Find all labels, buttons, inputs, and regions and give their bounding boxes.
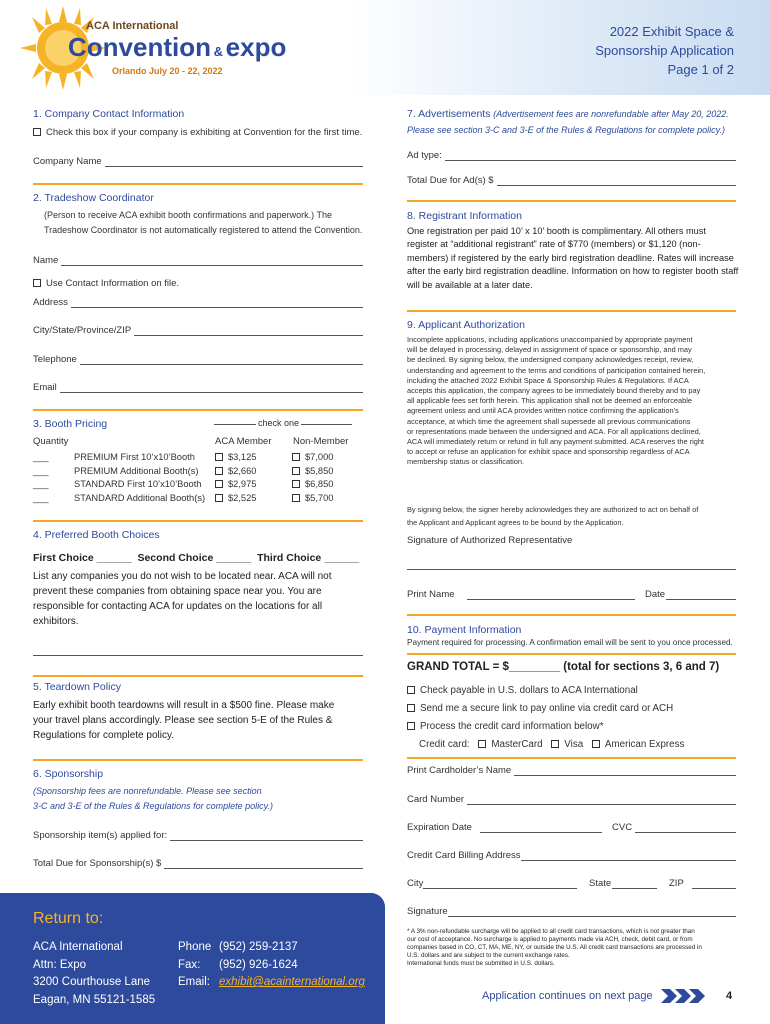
non-member-price: $7,000 xyxy=(305,452,334,462)
row-label: STANDARD Additional Booth(s) xyxy=(74,492,206,503)
ad-note-1: (Advertisement fees are nonrefundable after May 20, 2022. xyxy=(493,109,729,119)
fax-label: Fax: xyxy=(178,958,201,971)
section-6-title: 6. Sponsorship xyxy=(33,768,104,780)
authorization-paragraph xyxy=(407,335,742,468)
coordinator-note-line-2: Tradeshow Coordinator is not automatically registered to attend the Convention. xyxy=(44,225,363,235)
city-label: City/State/Province/ZIP xyxy=(33,325,132,336)
checkbox[interactable] xyxy=(215,467,223,475)
cvc-field[interactable] xyxy=(612,822,736,833)
checkbox[interactable] xyxy=(407,722,415,730)
teardown-paragraph xyxy=(33,698,373,743)
pay-credit-card[interactable] xyxy=(407,718,684,736)
payment-options xyxy=(407,682,684,754)
para-line: to accept or refuse an application for exhibit space and sponsorship regardless of ACA xyxy=(407,447,690,457)
logo-dates: Orlando July 20 - 22, 2022 xyxy=(112,66,223,76)
city-field[interactable] xyxy=(407,878,577,889)
return-address xyxy=(33,939,155,1009)
page-number: 4 xyxy=(726,990,733,1002)
address-line: 3200 Courthouse Lane xyxy=(33,976,151,988)
use-contact-label: Use Contact Information on file. xyxy=(46,278,180,289)
member-price: $2,975 xyxy=(228,479,257,489)
state-label: State xyxy=(589,878,612,889)
registrant-paragraph xyxy=(407,225,742,292)
divider xyxy=(407,653,736,655)
print-name-field[interactable] xyxy=(407,589,635,600)
logo-org: ACA International xyxy=(86,20,179,32)
footnote-line: our cost of acceptance. No surcharge is applied to payments made via ACH, check, debit card, or from xyxy=(407,935,693,943)
card-signature-field[interactable] xyxy=(407,906,736,917)
title-line-1: 2022 Exhibit Space & xyxy=(609,24,734,39)
para-line: be declined. By signing below, the undersigned company acknowledges receipt, review, xyxy=(407,355,694,365)
coordinator-name-field[interactable] xyxy=(33,255,363,266)
visa-option[interactable] xyxy=(551,739,583,750)
ad-total-label: Total Due for Ad(s) $ xyxy=(407,175,494,186)
card-number-field[interactable] xyxy=(407,794,736,805)
para-line: the Applicant and Applicant agrees to be bound by the Application. xyxy=(407,517,624,527)
para-line: exhibitors. xyxy=(33,616,79,627)
section-4-title: 4. Preferred Booth Choices xyxy=(33,529,160,541)
para-line: Early exhibit booth teardowns will result in a $500 fine. Please make xyxy=(33,700,335,711)
signature-line[interactable] xyxy=(407,569,736,570)
email-field[interactable] xyxy=(33,382,363,393)
email-label: Email xyxy=(33,382,57,393)
phone-row xyxy=(178,939,365,957)
pricing-row xyxy=(33,465,363,479)
coordinator-note-line-1: (Person to receive ACA exhibit booth confirmations and paperwork.) The xyxy=(44,210,332,220)
city-field[interactable] xyxy=(33,325,363,336)
member-price: $3,125 xyxy=(228,452,257,462)
non-member-option[interactable] xyxy=(292,465,333,479)
member-option[interactable] xyxy=(215,478,292,492)
option-label: Check payable in U.S. dollars to ACA International xyxy=(420,685,638,696)
para-line: membership status or classification. xyxy=(407,457,525,467)
para-line: members) if registered by the early bird registration deadline. Rates will increase xyxy=(407,252,734,263)
divider xyxy=(407,757,736,759)
para-line: all applicable fees set forth herein. This application shall not be deemed an enforceable xyxy=(407,396,692,406)
signature-label: Signature of Authorized Representative xyxy=(407,535,573,546)
cardholder-label: Print Cardholder’s Name xyxy=(407,765,512,776)
address-line: Attn: Expo xyxy=(33,958,87,971)
billing-label: Credit Card Billing Address xyxy=(407,850,521,861)
pricing-row xyxy=(33,478,363,492)
booth-choices[interactable]: First Choice ______ Second Choice ______ Third Choice ______ xyxy=(33,552,360,564)
para-line: accepts this application, the company agrees to be immediately bound thereby and to pay xyxy=(407,386,701,396)
payment-note: Payment required for processing. A confirmation email will be sent to you once processed. xyxy=(407,638,733,647)
member-price: $2,660 xyxy=(228,465,257,476)
non-member-option[interactable] xyxy=(292,478,333,492)
non-member-header: Non-Member xyxy=(293,436,349,447)
ad-type-field[interactable] xyxy=(407,150,736,161)
email-link[interactable]: exhibit@acainternational.org xyxy=(219,976,365,988)
date-label: Date xyxy=(645,589,666,600)
checkbox[interactable] xyxy=(215,480,223,488)
company-name-field[interactable] xyxy=(33,156,363,167)
footnote-line: International funds must be submitted in U.S. dollars. xyxy=(407,959,555,967)
checkbox[interactable] xyxy=(292,480,300,488)
logo-word-convention: Convention xyxy=(68,32,211,62)
divider xyxy=(33,759,363,761)
pay-online-link[interactable] xyxy=(407,700,684,718)
ad-total-field[interactable] xyxy=(407,175,736,186)
qty-blank[interactable]: ___ xyxy=(33,492,49,503)
section-2-title: 2. Tradeshow Coordinator xyxy=(33,192,154,204)
para-line: including the attached 2022 Exhibit Space & Sponsorship Rules & Regulations. If ACA xyxy=(407,375,689,385)
para-line: understanding and agreement to the terms and conditions of participation contained herein, xyxy=(407,365,706,375)
para-line: List any companies you do not wish to be located near. ACA will not xyxy=(33,571,332,582)
mastercard-label: MasterCard xyxy=(491,739,543,750)
non-member-price: $6,850 xyxy=(305,479,334,489)
continues-label: Application continues on next page xyxy=(482,990,653,1002)
date-field[interactable] xyxy=(645,589,736,600)
print-name-label: Print Name xyxy=(407,589,455,600)
row-label: PREMIUM Additional Booth(s) xyxy=(74,465,199,476)
email-row xyxy=(178,974,365,992)
title-line-2: Sponsorship Application xyxy=(595,43,734,58)
card-signature-label: Signature xyxy=(407,906,448,917)
para-line: One registration per paid 10’ x 10’ booth is complimentary. All others must xyxy=(407,226,706,236)
qty-blank[interactable]: ___ xyxy=(33,465,49,476)
footnote-line: U.S. dollars and are subject to the current exchange rates. xyxy=(407,951,570,959)
telephone-field[interactable] xyxy=(33,354,363,365)
zip-field[interactable] xyxy=(669,878,736,889)
return-title: Return to: xyxy=(33,910,104,927)
sponsorship-total-label: Total Due for Sponsorship(s) $ xyxy=(33,858,162,869)
ad-note-2: Please see section 3-C and 3-E of the Rules & Regulations for complete policy.) xyxy=(407,125,725,135)
member-option[interactable] xyxy=(215,492,292,506)
para-line: Regulations for complete policy. xyxy=(33,730,174,741)
first-time-row xyxy=(33,127,362,138)
signer-acknowledgement xyxy=(407,504,742,529)
pricing-row xyxy=(33,492,363,506)
state-field[interactable] xyxy=(589,878,657,889)
footnote-line: * A 3% non-refundable surcharge will be applied to all credit card transactions, which is not greater than xyxy=(407,928,695,935)
para-line: register at “additional registrant” rate of $770 (members) or $1,120 (non- xyxy=(407,239,701,250)
expiration-label: Expiration Date xyxy=(407,822,472,833)
first-time-checkbox[interactable] xyxy=(33,128,41,136)
return-contacts xyxy=(178,939,365,992)
pricing-row xyxy=(33,451,363,465)
city-label: City xyxy=(407,878,424,889)
checkbox[interactable] xyxy=(551,740,559,748)
non-member-price: $5,850 xyxy=(305,465,334,476)
logo-amp: & xyxy=(213,44,224,59)
section-7-heading xyxy=(407,108,729,120)
telephone-label: Telephone xyxy=(33,354,77,365)
continues-next-page[interactable] xyxy=(482,989,717,1003)
ad-type-label: Ad type: xyxy=(407,150,442,161)
member-header: ACA Member xyxy=(215,436,272,447)
address-field[interactable] xyxy=(33,297,363,308)
check-one-label: check one xyxy=(258,418,300,428)
booth-choices-paragraph xyxy=(33,569,373,629)
cvc-label: CVC xyxy=(612,822,633,833)
checkbox[interactable] xyxy=(592,740,600,748)
sponsorship-total-field[interactable] xyxy=(33,858,363,869)
row-label: PREMIUM First 10’x10’Booth xyxy=(74,452,195,462)
para-line: after the early bird registration deadline. Information on how to register booth staff xyxy=(407,266,739,277)
page-title xyxy=(595,22,734,79)
divider xyxy=(407,200,736,202)
section-8-title: 8. Registrant Information xyxy=(407,210,522,222)
note-line: 3-C and 3-E of the Rules & Regulations for complete policy.) xyxy=(33,801,273,811)
non-member-option[interactable] xyxy=(292,451,333,465)
para-line: prevent these companies from obtaining space near you. You are xyxy=(33,586,322,597)
section-7-title: 7. Advertisements xyxy=(407,108,491,120)
para-line: your travel plans accordingly. Please see section 5-E of the Rules & xyxy=(33,715,333,726)
checkbox[interactable] xyxy=(478,740,486,748)
use-contact-checkbox[interactable] xyxy=(33,279,41,287)
quantity-header: Quantity xyxy=(33,436,69,447)
fax-value: (952) 926-1624 xyxy=(219,958,298,971)
card-type-row xyxy=(407,736,684,754)
section-5-title: 5. Teardown Policy xyxy=(33,681,121,693)
member-price: $2,525 xyxy=(228,492,257,503)
page-indicator: Page 1 of 2 xyxy=(667,62,734,77)
billing-address-field[interactable] xyxy=(407,850,736,861)
checkbox[interactable] xyxy=(215,453,223,461)
coordinator-note xyxy=(44,208,362,238)
grand-total[interactable]: GRAND TOTAL = $________ (total for sections 3, 6 and 7) xyxy=(407,661,720,673)
mastercard-option[interactable] xyxy=(478,739,542,750)
checkbox[interactable] xyxy=(292,467,300,475)
divider xyxy=(33,675,363,677)
non-member-option[interactable] xyxy=(292,492,333,506)
member-option[interactable] xyxy=(215,465,292,479)
company-name-label: Company Name xyxy=(33,156,102,167)
pay-by-check[interactable] xyxy=(407,682,684,700)
para-line: will be available at a later date. xyxy=(407,279,533,290)
divider xyxy=(407,614,736,616)
section-1-title: 1. Company Contact Information xyxy=(33,108,185,120)
return-panel xyxy=(0,893,385,1024)
checkbox[interactable] xyxy=(215,494,223,502)
footnote-line: companies based in CO, CT, MA, ME, NY, or outside the U.S. All credit card transactions are processed in xyxy=(407,943,702,951)
para-line: agreement unless and until ACA provides written notice confirming the application’s xyxy=(407,406,679,416)
visa-label: Visa xyxy=(564,739,584,750)
note-line: (Sponsorship fees are nonrefundable. Please see section xyxy=(33,786,262,796)
checkbox[interactable] xyxy=(292,453,300,461)
non-member-price: $5,700 xyxy=(305,492,334,503)
option-label: Process the credit card information below* xyxy=(420,721,604,732)
section-10-title: 10. Payment Information xyxy=(407,624,522,636)
cardholder-name-field[interactable] xyxy=(407,765,736,776)
email-label: Email: xyxy=(178,976,210,988)
para-line: acceptance, at which time the agreement shall supersede all previous communications xyxy=(407,416,691,426)
checkbox[interactable] xyxy=(407,686,415,694)
surcharge-footnote xyxy=(407,928,742,968)
section-3-title: 3. Booth Pricing xyxy=(33,418,108,430)
address-line: ACA International xyxy=(33,941,123,953)
address-label: Address xyxy=(33,297,68,308)
para-line: ACA will immediately return or refund in full any payment submitted. ACA reserves the right xyxy=(407,437,704,447)
logo-word-expo: expo xyxy=(225,32,287,62)
expiration-field[interactable] xyxy=(407,822,602,833)
phone-value: (952) 259-2137 xyxy=(219,941,298,953)
amex-option[interactable] xyxy=(592,739,685,750)
qty-blank[interactable]: ___ xyxy=(33,452,49,462)
phone-label: Phone xyxy=(178,941,212,953)
member-option[interactable] xyxy=(215,451,292,465)
convention-logo xyxy=(18,6,287,91)
zip-label: ZIP xyxy=(669,878,684,889)
para-line: or representations made between the undersigned and ACA. For all applications declined, xyxy=(407,426,701,436)
address-line: Eagan, MN 55121-1585 xyxy=(33,993,156,1006)
sponsorship-items-label: Sponsorship item(s) applied for: xyxy=(33,830,168,841)
name-label: Name xyxy=(33,255,59,266)
para-line: Incomplete applications, including applications unaccompanied by appropriate payment xyxy=(407,335,693,344)
card-number-label: Card Number xyxy=(407,794,465,805)
credit-card-label: Credit card: xyxy=(419,739,470,750)
chevrons-right-icon xyxy=(661,989,717,1003)
sponsorship-items-field[interactable] xyxy=(33,830,363,841)
para-line: will be delayed in processing, delayed in assignment of space or sponsorship, and may xyxy=(407,345,692,355)
checkbox[interactable] xyxy=(407,704,415,712)
sponsorship-note xyxy=(33,784,273,814)
para-line: By signing below, the signer hereby acknowledges they are authorized to act on behalf of xyxy=(407,505,699,514)
section-9-title: 9. Applicant Authorization xyxy=(407,319,525,331)
divider xyxy=(33,520,363,522)
para-line: responsible for contacting ACA for updates on the locations for all xyxy=(33,601,323,612)
row-label: STANDARD First 10’x10’Booth xyxy=(74,479,202,489)
qty-blank[interactable]: ___ xyxy=(33,479,49,489)
exclusion-line-1[interactable] xyxy=(33,655,363,656)
logo-wordmark xyxy=(68,32,286,63)
divider xyxy=(33,409,363,411)
fax-row xyxy=(178,957,365,975)
first-time-label: Check this box if your company is exhibiting at Convention for the first time. xyxy=(46,127,363,138)
divider xyxy=(33,183,363,185)
use-contact-row xyxy=(33,278,179,289)
amex-label: American Express xyxy=(604,739,685,750)
checkbox[interactable] xyxy=(292,494,300,502)
pricing-table xyxy=(33,451,363,505)
option-label: Send me a secure link to pay online via credit card or ACH xyxy=(420,703,674,714)
divider xyxy=(407,310,736,312)
